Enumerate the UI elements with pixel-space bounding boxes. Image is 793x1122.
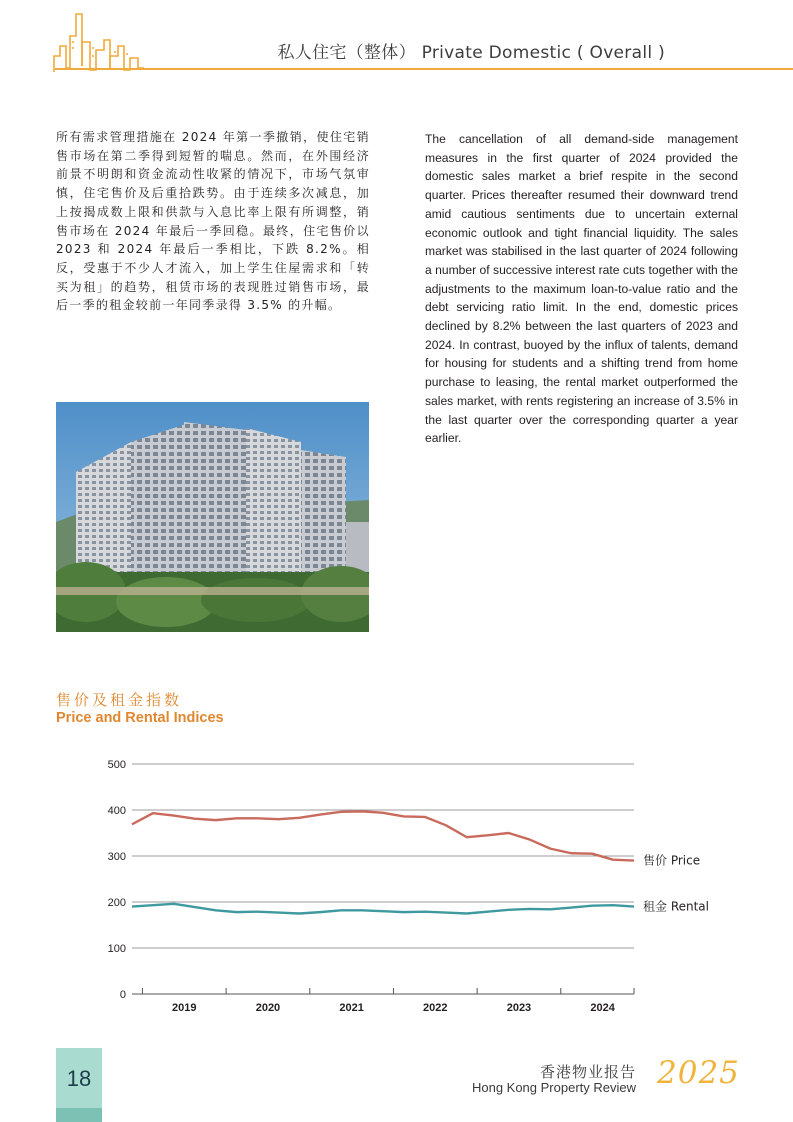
price-series-label: 售价 Price — [643, 853, 701, 868]
paragraph-chinese: 所有需求管理措施在 2024 年第一季撤销，使住宅销售市场在第二季得到短暂的喘息。然而，在外围经济前景不明朗和资金流动性收紧的情况下，市场气氛审慎，住宅售价及后重拾跌势。由于连续多次减息，加上按揭成数上限和供款与入息比率上限有所调整，销售市场在 2024 年最后一季回稳。最终，住宅售价以 2023 和 2024 年最后一季相比，下跌 8.2%。相反，受惠于不少人才流入，加上学生住屋需求和「转买为租」的趋势，租赁市场的表现胜过销售市场，最后一季的租金较前一年同季录得 3.5% 的升幅。 — [56, 130, 370, 313]
residential-building-photo — [56, 402, 369, 632]
page-tab-stripe — [56, 1108, 102, 1122]
y-tick-label: 300 — [107, 851, 126, 863]
rental-series-line — [132, 904, 634, 914]
y-tick-label: 100 — [107, 943, 126, 955]
rental-series-label: 租金 Rental — [643, 899, 709, 914]
x-tick-label: 2023 — [506, 1002, 532, 1014]
y-tick-label: 0 — [119, 989, 126, 1001]
y-tick-label: 200 — [107, 897, 126, 909]
paragraph-english: The cancellation of all demand-side management measures in the first quarter of 2024 provided the domestic sales market a brief respite in the second quarter. Prices thereafter resumed their downward trend amid cautious sentiments due to uncertain external economic outlook and tight financial liquidity. The sales market was stabilised in the last quarter of 2024 following a number of successive interest rate cuts together with the adjustments to the maximum loan-to-value ratio and the debt servicing ratio limit. In the end, domestic prices declined by 8.2% between the last quarters of 2023 and 2024. In contrast, buoyed by the influx of talents, demand for housing for students and a shifting trend from home purchase to leasing, the rental market outperformed the sales market, with rents registering an increase of 3.5% in the last quarter over the corresponding quarter a year earlier. — [425, 132, 738, 446]
page-number-tab — [56, 1048, 102, 1122]
price-series-line — [132, 811, 634, 860]
price-rental-line-chart — [90, 752, 750, 1022]
y-tick-label: 400 — [107, 805, 126, 817]
city-skyline-logo — [52, 6, 148, 76]
y-tick-label: 500 — [107, 759, 126, 771]
chart-title-cn: 售价及租金指数 — [56, 691, 183, 709]
x-tick-label: 2024 — [590, 1002, 615, 1014]
x-tick-label: 2022 — [423, 1002, 448, 1014]
footer-title-en: Hong Kong Property Review — [471, 1080, 636, 1095]
header-title-cn: 私人住宅（整体） — [277, 43, 416, 63]
chart-title-en: Price and Rental Indices — [56, 710, 224, 726]
x-tick-label: 2019 — [172, 1002, 197, 1014]
page-header-title — [277, 38, 665, 63]
page-number: 18 — [66, 1066, 92, 1091]
footer-title-cn: 香港物业报告 — [539, 1063, 636, 1081]
header-title-en: Private Domestic ( Overall ) — [421, 43, 665, 63]
footer-year: 2025 — [657, 1055, 740, 1091]
header-rule — [55, 68, 793, 70]
x-tick-label: 2020 — [255, 1002, 281, 1014]
x-tick-label: 2021 — [339, 1002, 364, 1014]
